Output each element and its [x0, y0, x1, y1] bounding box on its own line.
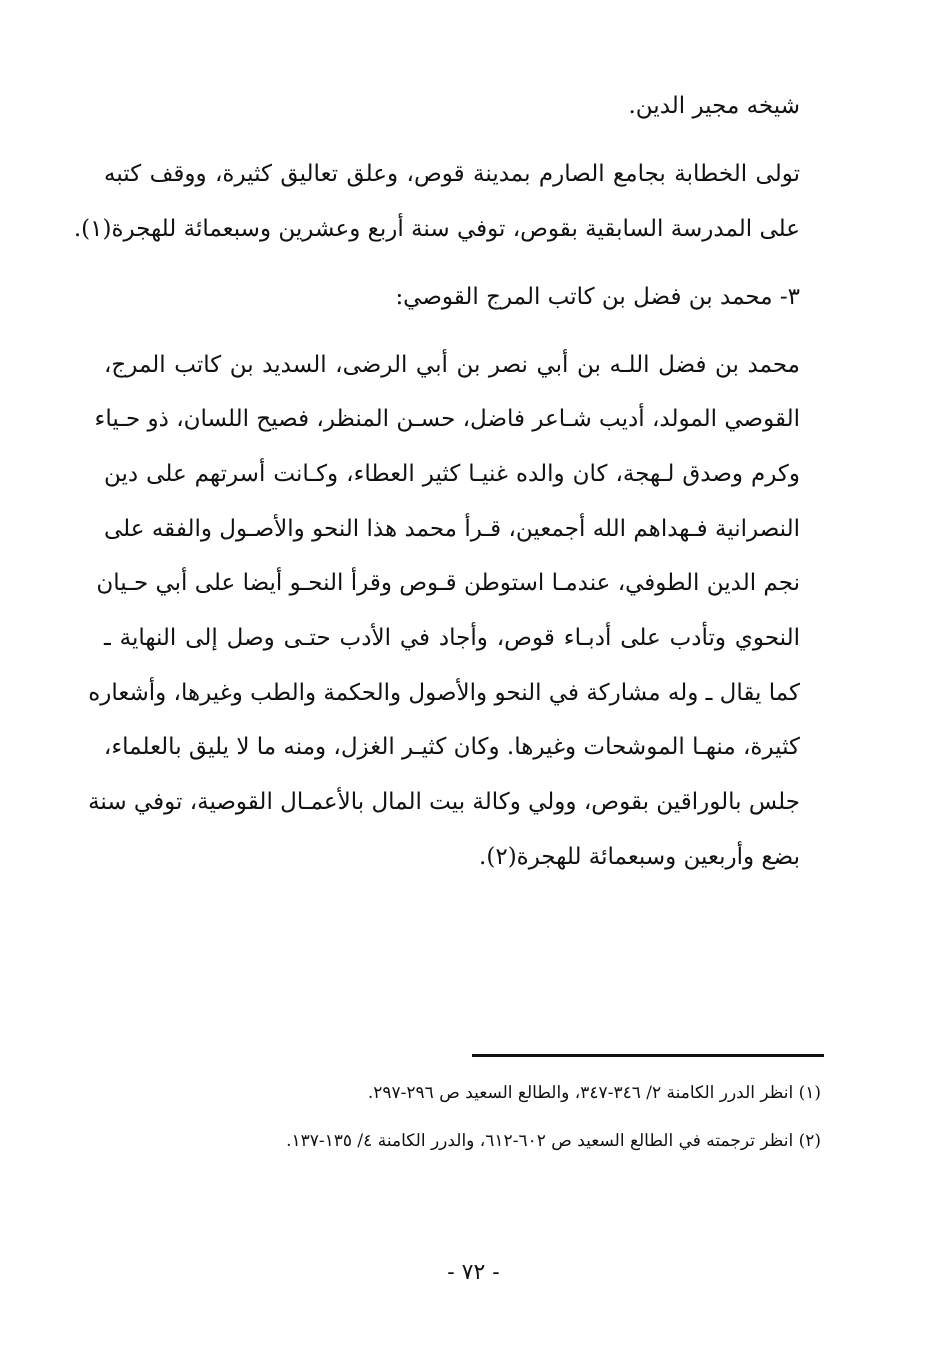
body-line-11: كما يقال ـ وله مشاركة في النحو والأصول والحكمة والطب وغيرها، وأشعاره [88, 680, 800, 706]
footnote-divider [472, 1054, 824, 1057]
body-line-12: كثيرة، منهـا الموشحات وغيرها. وكان كثيـر الغزل، ومنه ما لا يليق بالعلماء، [103, 734, 800, 760]
body-line-9: نجم الدين الطوفي، عندمـا استوطن قـوص وقرأ النحـو أيضا على أبي حـيان [96, 570, 800, 596]
body-line-2: تولى الخطابة بجامع الصارم بمدينة قوص، وعلق تعاليق كثيرة، ووقف كتبه [104, 161, 800, 187]
body-line-7: وكرم وصدق لـهجة، كان والده غنيـا كثير العطاء، وكـانت أسرتهم على دين [104, 461, 800, 487]
body-line-3: على المدرسة السابقية بقوص، توفي سنة أربع وعشرين وسبعمائة للهجرة(١). [73, 216, 800, 242]
body-line-14: بضع وأربعين وسبعمائة للهجرة(٢). [479, 844, 800, 870]
footnote-1: (١) انظر الدرر الكامنة ٢/ ٣٤٦-٣٤٧، والطالع السعيد ص ٢٩٦-٢٩٧. [367, 1083, 821, 1103]
body-line-1: شيخه مجير الدين. [628, 93, 800, 119]
section-heading: ٣- محمد بن فضل بن كاتب المرج القوصي: [395, 284, 800, 310]
footnote-2: (٢) انظر ترجمته في الطالع السعيد ص ٦٠٢-٦١٢، والدرر الكامنة ٤/ ١٣٥-١٣٧. [286, 1131, 821, 1151]
body-line-13: جلس بالوراقين بقوص، وولي وكالة بيت المال بالأعمـال القوصية، توفي سنة [88, 789, 800, 815]
body-line-5: محمد بن فضل اللـه بن أبي نصر بن أبي الرضى، السديد بن كاتب المرج، [104, 352, 800, 378]
body-line-10: النحوي وتأدب على أدبـاء قوص، وأجاد في الأدب حتـى وصل إلى النهاية ـ [104, 625, 800, 651]
body-line-6: القوصي المولد، أديب شـاعر فاضل، حسـن المنظر، فصيح اللسان، ذو حـياء [94, 406, 800, 432]
page-number: - ٧٢ - [447, 1260, 500, 1285]
body-line-8: النصرانية فـهداهم الله أجمعين، قـرأ محمد هذا النحو والأصـول والفقه على [104, 516, 800, 542]
